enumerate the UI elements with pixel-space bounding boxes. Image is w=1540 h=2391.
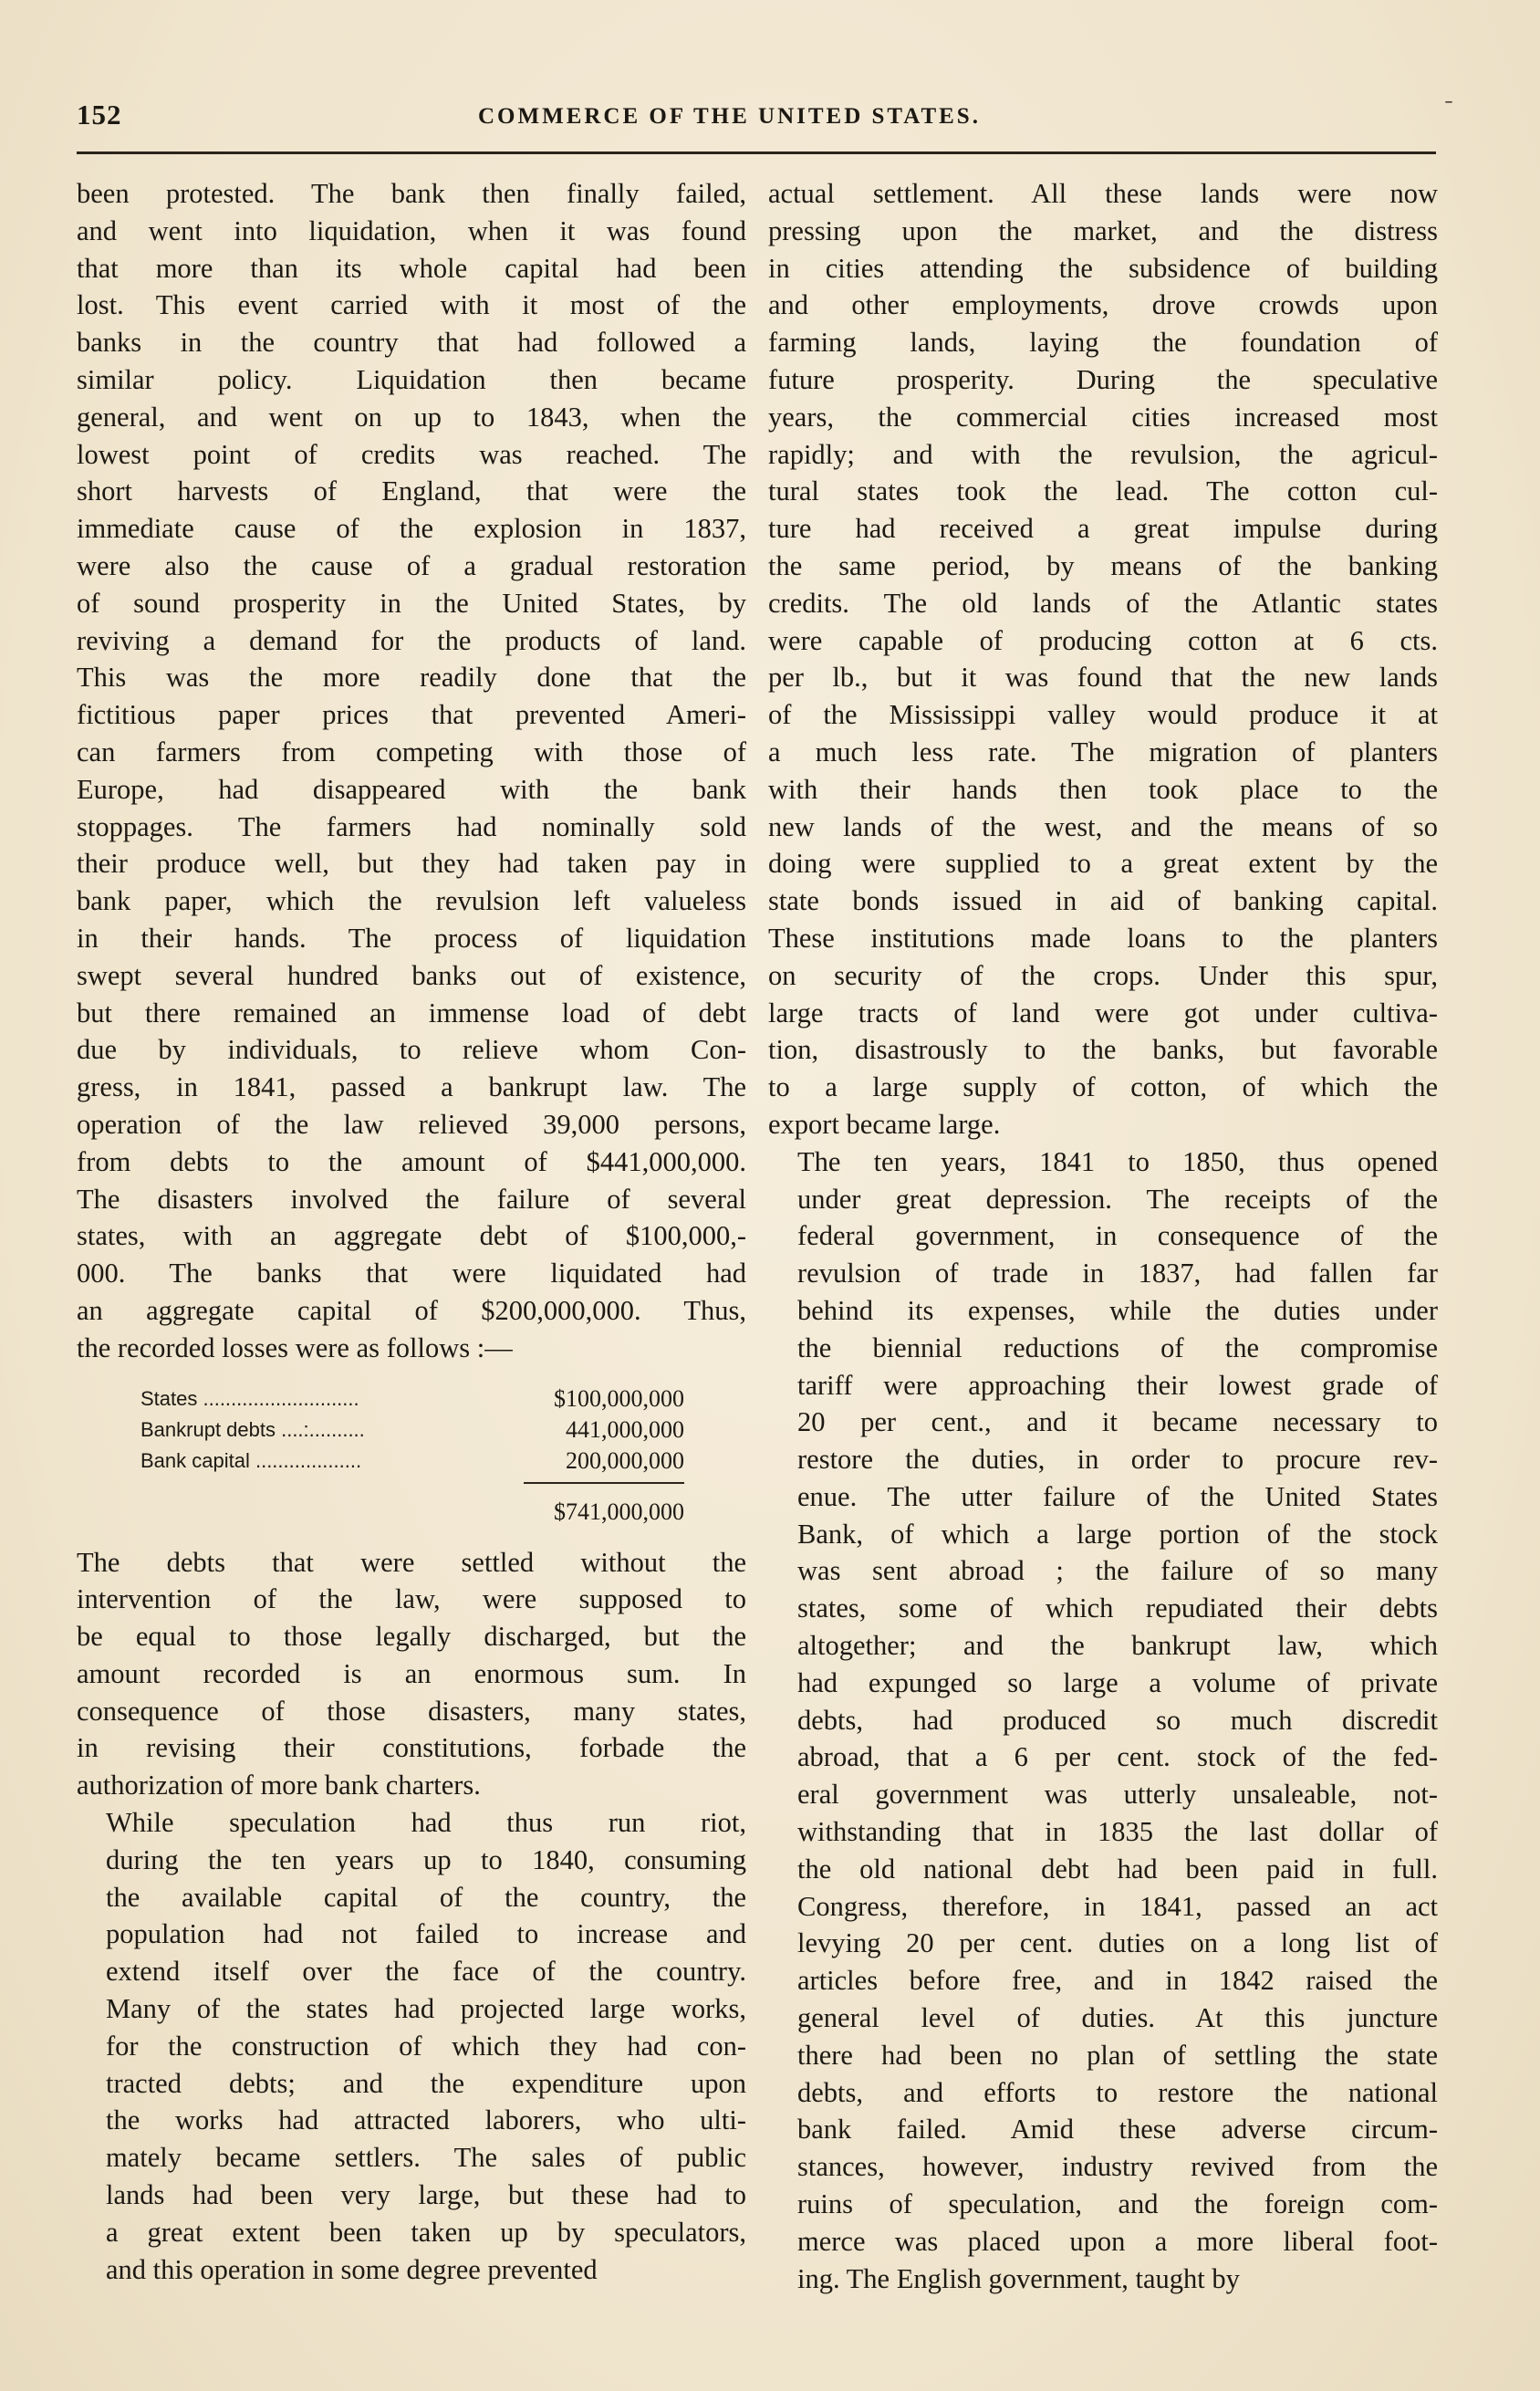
text-line: per lb., but it was found that the new lands [768,662,1438,694]
text-line: tariff were approaching their lowest grade of [797,1369,1438,1401]
text-line: bank failed. Amid these adverse circum- [797,2114,1438,2146]
text-line: enue. The utter failure of the United States [797,1480,1438,1512]
text-line: years, the commercial cities increased most [768,401,1438,433]
text-line: the available capital of the country, the [106,1881,746,1913]
text-line: the recorded losses were as follows :— [77,1331,513,1363]
text-line: merce was placed upon a more liberal foot- [797,2225,1438,2257]
text-line: consequence of those disasters, many states, [77,1695,746,1727]
text-line: Congress, therefore, in 1841, passed an act [797,1890,1438,1922]
text-line: tural states took the lead. The cotton cul- [768,475,1438,507]
text-line: withstanding that in 1835 the last dollar of [797,1816,1438,1848]
text-line: debts, had produced so much discredit [797,1704,1438,1736]
text-line: the biennial reductions of the compromise [797,1331,1438,1363]
text-line: debts, and efforts to restore the national [797,2076,1438,2108]
text-line: mately became settlers. The sales of public [106,2142,746,2174]
text-line: in their hands. The process of liquidation [77,922,746,954]
text-line: federal government, in consequence of the [797,1220,1438,1252]
running-title: COMMERCE OF THE UNITED STATES. [478,104,981,129]
text-line: was sent abroad ; the failure of so many [797,1555,1438,1587]
text-line: bank paper, which the revulsion left valueless [77,885,746,917]
text-line: general, and went on up to 1843, when the [77,401,746,433]
text-line: operation of the law relieved 39,000 persons, [77,1108,746,1140]
text-line: extend itself over the face of the country. [106,1956,746,1988]
header-mark: ˉ [1445,97,1452,120]
right-paragraph-1 [768,175,1438,1143]
text-line: eral government was utterly unsaleable, not- [797,1779,1438,1811]
text-line: were capable of producing cotton at 6 cts. [768,624,1438,656]
text-line: new lands of the west, and the means of so [768,810,1438,842]
total-amount: $741,000,000 [554,1498,684,1525]
text-line: ruins of speculation, and the foreign com- [797,2188,1438,2220]
text-line: the old national debt had been paid in full. [797,1853,1438,1885]
text-line: rapidly; and with the revulsion, the agricul- [768,438,1438,470]
text-line: tracted debts; and the expenditure upon [106,2067,746,2099]
text-line: These institutions made loans to the planters [768,922,1438,954]
text-line: The debts that were settled without the [77,1546,746,1578]
text-line: general level of duties. At this juncture [797,2002,1438,2034]
row-amount: 441,000,000 [566,1415,684,1443]
table-row [140,1383,684,1415]
text-line: for the construction of which they had con- [106,2030,746,2062]
text-line: swept several hundred banks out of existence, [77,959,746,991]
text-line: a much less rate. The migration of planters [768,736,1438,767]
text-line: similar policy. Liquidation then became [77,363,746,395]
text-line: fictitious paper prices that prevented Ameri- [77,699,746,731]
page-number: 152 [77,99,122,131]
text-line: abroad, that a 6 per cent. stock of the fed- [797,1741,1438,1773]
text-line: future prosperity. During the speculative [768,363,1438,395]
text-line: but there remained an immense load of debt [77,997,746,1028]
text-line: doing were supplied to a great extent by the [768,848,1438,880]
text-line: stoppages. The farmers had nominally sold [77,810,746,842]
text-line: credits. The old lands of the Atlantic states [768,587,1438,619]
text-line: reviving a demand for the products of land. [77,624,746,656]
text-line: states, with an aggregate debt of $100,000,- [77,1220,746,1252]
text-line: there had been no plan of settling the state [797,2039,1438,2071]
text-line: lost. This event carried with it most of the [77,289,746,321]
text-line: Bank, of which a large portion of the stock [797,1518,1438,1550]
text-line: the works had attracted laborers, who ulti- [106,2104,746,2136]
text-line: of the Mississippi valley would produce it at [768,699,1438,731]
table-row [140,1446,684,1477]
right-column [768,175,1438,2297]
text-line: the same period, by means of the banking [768,549,1438,581]
text-line: tion, disastrously to the banks, but favorable [768,1034,1438,1066]
total-rule [524,1482,684,1484]
text-line: short harvests of England, that were the [77,475,746,507]
text-line: gress, in 1841, passed a bankrupt law. The [77,1071,746,1103]
text-line: articles before free, and in 1842 raised the [797,1965,1438,1997]
text-line: actual settlement. All these lands were now [768,178,1438,209]
text-line: state bonds issued in aid of banking capital. [768,885,1438,917]
text-line: 20 per cent., and it became necessary to [797,1406,1438,1438]
text-line: lands had been very large, but these had to [106,2179,746,2211]
text-line: restore the duties, in order to procure rev- [797,1444,1438,1476]
text-line: of sound prosperity in the United States, by [77,587,746,619]
total-spacer [140,1497,511,1528]
text-line: revulsion of trade in 1837, had fallen far [797,1258,1438,1289]
text-line: and went into liquidation, when it was found [77,214,746,246]
text-line: their produce well, but they had taken pay in [77,848,746,880]
losses-table [140,1383,684,1528]
text-line: in revising their constitutions, forbade the [77,1732,746,1764]
text-line: stances, however, industry revived from the [797,2151,1438,2183]
left-paragraph-3 [77,1804,746,2288]
text-line: on security of the crops. Under this spur, [768,959,1438,991]
text-line: This was the more readily done that the [77,662,746,694]
text-line: and other employments, drove crowds upon [768,289,1438,321]
text-line: Europe, had disappeared with the bank [77,773,746,805]
right-paragraph-2 [768,1143,1438,2298]
text-line: an aggregate capital of $200,000,000. Thus, [77,1294,746,1326]
text-line: large tracts of land were got under cultiva- [768,997,1438,1028]
table-total-row [140,1497,684,1528]
text-line: had expunged so large a volume of private [797,1666,1438,1698]
text-line: during the ten years up to 1840, consuming [106,1843,746,1875]
row-amount: 200,000,000 [566,1446,684,1474]
text-line: be equal to those legally discharged, but the [77,1621,746,1653]
text-line: banks in the country that had followed a [77,327,746,359]
text-line: and this operation in some degree prevented [106,2253,598,2285]
text-line: 000. The banks that were liquidated had [77,1258,746,1289]
row-label: Bankrupt debts ....:.......... [140,1417,365,1441]
text-line: with their hands then took place to the [768,773,1438,805]
text-line: The disasters involved the failure of several [77,1183,746,1215]
text-line: amount recorded is an enormous sum. In [77,1657,746,1689]
text-line: levying 20 per cent. duties on a long list of [797,1927,1438,1959]
text-line: from debts to the amount of $441,000,000. [77,1145,746,1177]
header-rule [77,151,1436,154]
text-line: authorization of more bank charters. [77,1770,481,1801]
text-line: under great depression. The receipts of the [797,1183,1438,1215]
text-line: that more than its whole capital had been [77,252,746,284]
left-column [77,175,746,2288]
text-line: population had not failed to increase and [106,1918,746,1950]
left-paragraph-2 [77,1544,746,1805]
text-line: can farmers from competing with those of [77,736,746,767]
text-line: altogether; and the bankrupt law, which [797,1630,1438,1662]
text-line: been protested. The bank then finally failed, [77,178,746,209]
text-line: While speculation had thus run riot, [106,1807,746,1839]
text-line: were also the cause of a gradual restoration [77,549,746,581]
text-line: states, some of which repudiated their debts [797,1592,1438,1624]
text-line: ture had received a great impulse during [768,513,1438,545]
text-line: in cities attending the subsidence of building [768,252,1438,284]
text-line: a great extent been taken up by speculators, [106,2216,746,2248]
text-line: pressing upon the market, and the distress [768,214,1438,246]
row-label: States ............................ [140,1386,359,1410]
text-line: lowest point of credits was reached. The [77,438,746,470]
page-header [77,97,1452,139]
text-line: to a large supply of cotton, of which the [768,1071,1438,1103]
text-line: The ten years, 1841 to 1850, thus opened [797,1145,1438,1177]
text-line: farming lands, laying the foundation of [768,327,1438,359]
row-amount: $100,000,000 [554,1384,684,1412]
text-line: due by individuals, to relieve whom Con- [77,1034,746,1066]
text-line: ing. The English government, taught by [797,2262,1240,2294]
row-label: Bank capital ................... [140,1448,362,1472]
text-line: intervention of the law, were supposed to [77,1583,746,1615]
table-row [140,1415,684,1446]
text-line: behind its expenses, while the duties under [797,1294,1438,1326]
text-line: export became large. [768,1108,1001,1140]
left-paragraph-1 [77,175,746,1367]
text-line: Many of the states had projected large works, [106,1993,746,2025]
text-line: immediate cause of the explosion in 1837, [77,513,746,545]
